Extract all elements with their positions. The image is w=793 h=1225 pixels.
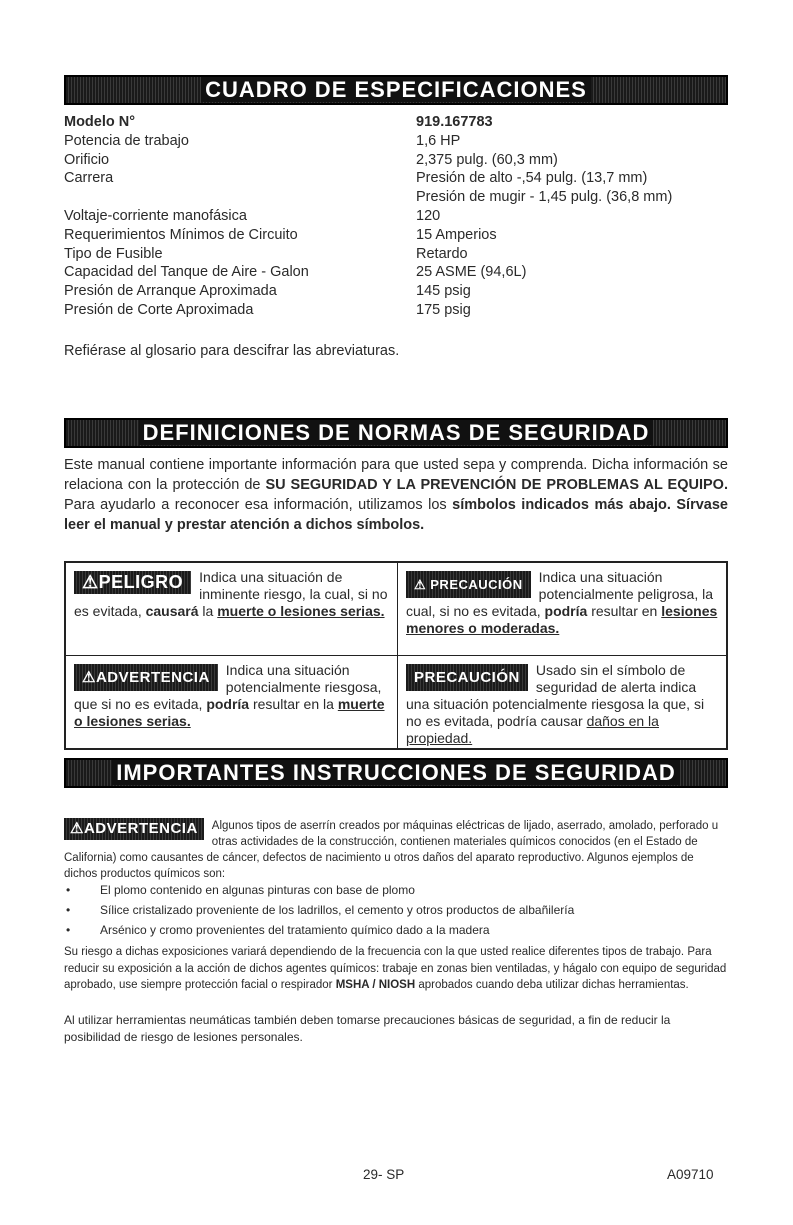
document-code: A09710 xyxy=(667,1167,714,1182)
spec-row xyxy=(64,301,734,320)
definitions-banner: DEFINICIONES DE NORMAS DE SEGURIDAD xyxy=(64,418,728,448)
intro-paragraph: Este manual contiene importante información para que usted sepa y comprenda. Dicha información se relaciona con la protección de SU SEGURIDAD Y LA PREVENCIÓN DE PROBLEMAS AL EQUIPO. Para ayudarlo a reconocer esa información, utilizamos los símbolos indicados más abajo. Sírvase leer el manual y prestar atención a dichos símbolos. xyxy=(64,457,728,533)
spec-value: 2,375 pulg. (60,3 mm) xyxy=(416,151,558,168)
spec-label: Tipo de Fusible xyxy=(64,245,163,262)
spec-label: Presión de Arranque Aproximada xyxy=(64,283,277,300)
spec-value: 919.167783 xyxy=(416,114,493,130)
peligro-definition: ⚠PELIGRO Indica una situación de inminente riesgo, la cual, si no es evitada, causará la muerte o lesiones serias. xyxy=(66,563,398,656)
peligro-signal: ⚠PELIGRO xyxy=(74,571,191,594)
risk-paragraph: Su riesgo a dichas exposiciones variará dependiendo de la frecuencia con la que usted realice diferentes tipos de trabajo. Para reducir su exposición a la acción de dichos agentes químicos: trabaje en zonas bien ventiladas, y hágalo con equipo de seguridad aprobado, use siempre protección facial o respirador MSHA / NIOSH aprobados cuando deba utilizar dichas herramientas. xyxy=(64,946,727,991)
list-item: • El plomo contenido en algunas pinturas con base de plomo xyxy=(66,883,415,897)
spec-label: Modelo N° xyxy=(64,114,136,130)
glossary-note: Refiérase al glosario para descifrar las abreviaturas. xyxy=(64,343,400,359)
spec-label: Capacidad del Tanque de Aire - Galon xyxy=(64,264,309,281)
spec-label: Orificio xyxy=(64,151,110,168)
bullet-list xyxy=(64,880,728,940)
page-number: 29- SP xyxy=(363,1167,405,1182)
spec-value: 15 Amperios xyxy=(416,226,497,243)
spec-value: 1,6 HP xyxy=(416,132,461,149)
warning-paragraph: ⚠ADVERTENCIA Algunos tipos de aserrín creados por máquinas eléctricas de lijado, aserrado, amolado, perforado u otras actividades de la construcción, contienen materiales químicos conocidos (en el Estado de California) como causantes de cáncer, defectos de nacimiento u otros daños del aparato reproductivo. Algunos ejemplos de dichos productos químicos son: xyxy=(64,820,719,880)
spec-label: Voltaje-corriente manofásica xyxy=(64,207,247,224)
spec-value: Retardo xyxy=(416,245,468,262)
signal-words-table xyxy=(64,561,728,750)
spec-label: Carrera xyxy=(64,170,114,187)
advertencia-signal: ⚠ADVERTENCIA xyxy=(74,664,218,691)
spec-value: Presión de alto -,54 pulg. (13,7 mm) xyxy=(416,170,648,187)
spec-row xyxy=(64,132,734,151)
spec-value: 175 psig xyxy=(416,301,471,318)
spec-value: 25 ASME (94,6L) xyxy=(416,264,527,281)
spec-label: Potencia de trabajo xyxy=(64,132,189,149)
spec-row xyxy=(64,169,734,188)
spec-row xyxy=(64,263,734,282)
specs-table xyxy=(64,113,734,320)
spec-row xyxy=(64,188,734,207)
instructions-banner: IMPORTANTES INSTRUCCIONES DE SEGURIDAD xyxy=(64,758,728,788)
spec-row xyxy=(64,151,734,170)
list-item: • Sílice cristalizado proveniente de los ladrillos, el cemento y otros productos de albañilería xyxy=(66,903,575,917)
precaucion-signal: PRECAUCIÓN xyxy=(406,664,528,691)
spec-row xyxy=(64,282,734,301)
spec-label xyxy=(64,188,416,207)
spec-row xyxy=(64,226,734,245)
precaucion-definition: PRECAUCIÓN Usado sin el símbolo de seguridad de alerta indica una situación potencialmente riesgosa la que, si no es evitada, podría causar daños en la propiedad. xyxy=(406,662,705,746)
specs-banner: CUADRO DE ESPECIFICACIONES xyxy=(64,75,728,105)
advertencia-signal: ⚠ADVERTENCIA xyxy=(64,818,204,840)
spec-label: Presión de Corte Aproximada xyxy=(64,301,254,318)
spec-value: 145 psig xyxy=(416,283,471,300)
spec-label: Requerimientos Mínimos de Circuito xyxy=(64,226,298,243)
advertencia-definition: ⚠ADVERTENCIA Indica una situación potencialmente riesgosa, que si no es evitada, podría resultar en la muerte o lesiones serias. xyxy=(66,656,398,748)
precaucion-symbol-definition: ⚠ PRECAUCIÓN Indica una situación potencialmente peligrosa, la cual, si no es evitada, podría resultar en lesiones menores o moderadas. xyxy=(398,563,726,656)
spec-row xyxy=(64,245,734,264)
spec-header-row xyxy=(64,113,734,132)
spec-row xyxy=(64,207,734,226)
precaucion-symbol-signal: ⚠ PRECAUCIÓN xyxy=(406,571,531,598)
spec-value: Presión de mugir - 1,45 pulg. (36,8 mm) xyxy=(416,189,673,206)
basic-precautions-paragraph: Al utilizar herramientas neumáticas también deben tomarse precauciones básicas de seguridad, a fin de reducir la posibilidad de riesgo de lesiones personales. xyxy=(64,1013,671,1044)
list-item: • Arsénico y cromo provenientes del tratamiento químico dado a la madera xyxy=(66,923,490,937)
spec-value: 120 xyxy=(416,207,441,224)
